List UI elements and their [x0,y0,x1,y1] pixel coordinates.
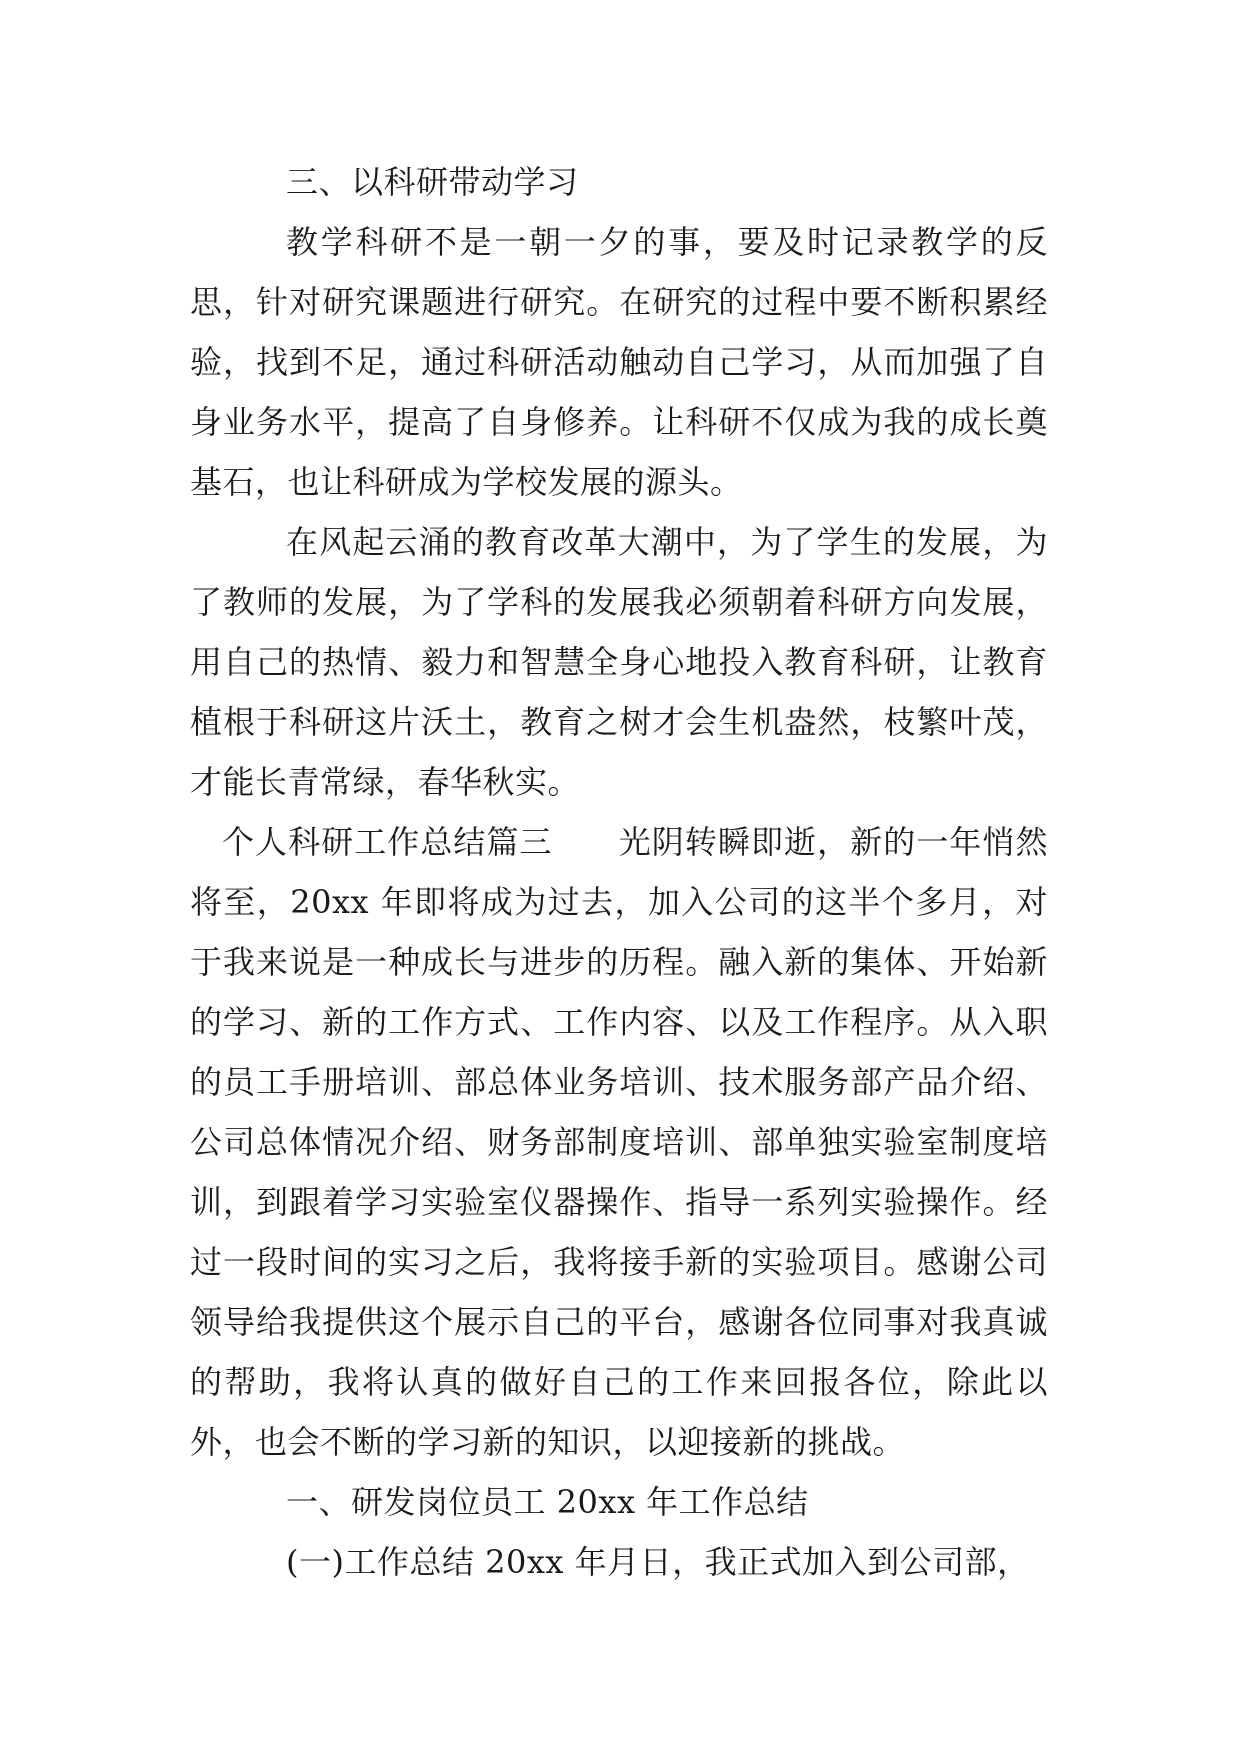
paragraph: (一)工作总结 20xx 年月日，我正式加入到公司部， [286,1543,1030,1581]
paragraph: 个人科研工作总结篇三 光阴转瞬即逝，新的一年悄然将至，20xx 年即将成为过去，加入公司的这半个多月，对于我来说是一种成长与进步的历程。融入新的集体、开始新的学习、新的工作方式、工作内容、以及工作程序。从入职的员工手册培训、部总体业务培训、技术服务部产品介绍、公司总体情况介绍、财务部制度培训、部单独实验室制度培训，到跟着学习实验室仪器操作、指导一系列实验操作。经过一段时间的实习之后，我将接手新的实验项目。感谢公司领导给我提供这个展示自己的平台，感谢各位同事对我真诚的帮助，我将认真的做好自己的工作来回报各位，除此以外，也会不断的学习新的知识，以迎接新的挑战。 [190,823,1048,1461]
paragraph: 教学科研不是一朝一夕的事，要及时记录教学的反思，针对研究课题进行研究。在研究的过程中要不断积累经验，找到不足，通过科研活动触动自己学习，从而加强了自身业务水平，提高了自身修养。让科研不仅成为我的成长奠基石，也让科研成为学校发展的源头。 [190,223,1048,501]
paragraph: 在风起云涌的教育改革大潮中，为了学生的发展，为了教师的发展，为了学科的发展我必须朝着科研方向发展，用自己的热情、毅力和智慧全身心地投入教育科研，让教育植根于科研这片沃土，教育之树才会生机盎然，枝繁叶茂，才能长青常绿，春华秋实。 [190,523,1048,801]
section-heading: 三、以科研带动学习 [286,163,579,201]
section-heading: 一、研发岗位员工 20xx 年工作总结 [286,1483,809,1521]
document-body [190,152,1048,1592]
